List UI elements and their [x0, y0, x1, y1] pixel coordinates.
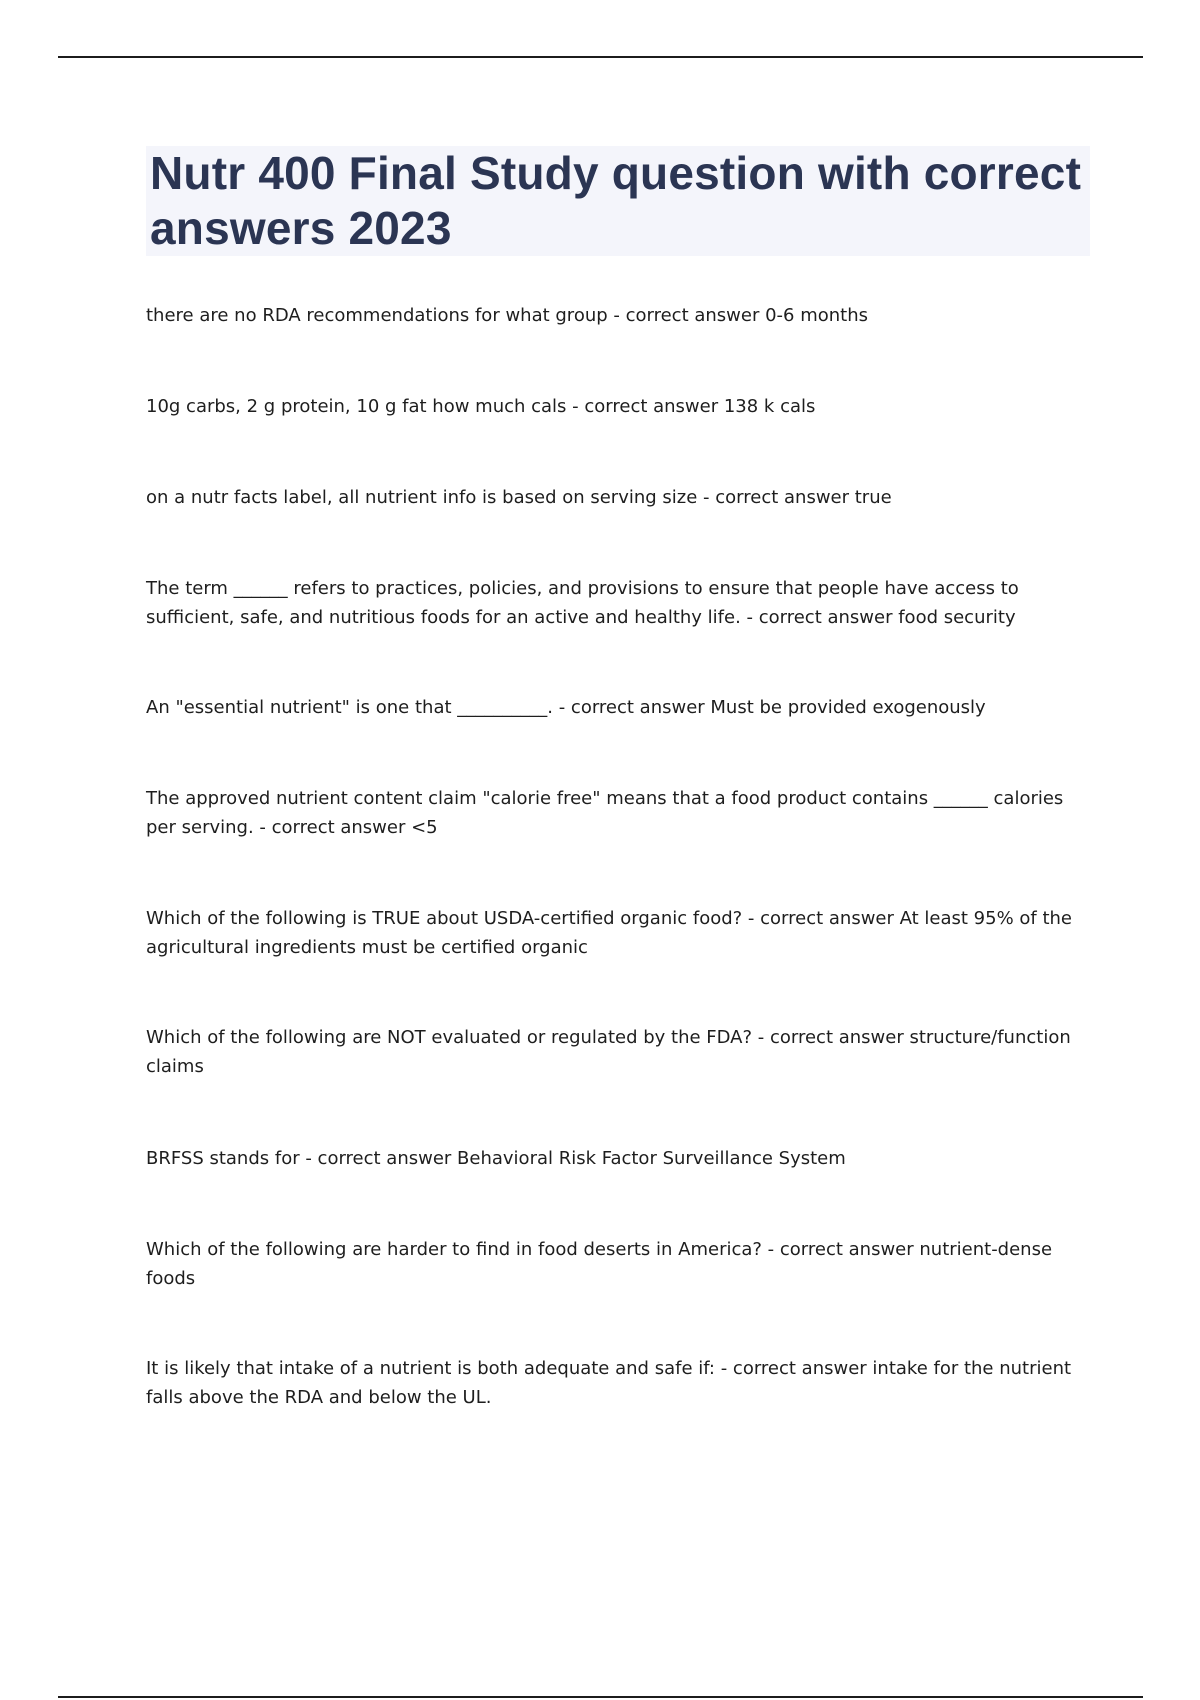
question-answer-item: Which of the following is TRUE about USDA-certified organic food? - correct answer At least 95% of the agricultural ingredients must be certified organic — [146, 908, 1073, 958]
footer-rule — [58, 1696, 1143, 1698]
question-answer-item: Which of the following are NOT evaluated or regulated by the FDA? - correct answer structure/function claims — [146, 1027, 1071, 1077]
question-answer-item: The approved nutrient content claim "calorie free" means that a food product contains ______ calories per serving. - correct answer <5 — [146, 788, 1064, 838]
question-answer-item: Which of the following are harder to find in food deserts in America? - correct answer nutrient-dense foods — [146, 1239, 1053, 1289]
title-block — [146, 146, 1090, 256]
question-answer-item: 10g carbs, 2 g protein, 10 g fat how much cals - correct answer 138 k cals — [146, 396, 816, 417]
question-answer-item: It is likely that intake of a nutrient is both adequate and safe if: - correct answer intake for the nutrient falls above the RDA and below the UL. — [146, 1358, 1072, 1408]
question-answer-item: on a nutr facts label, all nutrient info is based on serving size - correct answer true — [146, 487, 892, 508]
document-title: Nutr 400 Final Study question with correct answers 2023 — [150, 147, 1082, 254]
question-answer-item: BRFSS stands for - correct answer Behavioral Risk Factor Surveillance System — [146, 1148, 846, 1169]
question-answer-item: The term ______ refers to practices, policies, and provisions to ensure that people have access to sufficient, safe, and nutritious foods for an active and healthy life. - correct answer food security — [146, 578, 1019, 628]
header-rule — [58, 56, 1143, 58]
question-answer-item: An "essential nutrient" is one that __________. - correct answer Must be provided exogenously — [146, 697, 986, 718]
question-answer-item: there are no RDA recommendations for what group - correct answer 0-6 months — [146, 305, 869, 326]
